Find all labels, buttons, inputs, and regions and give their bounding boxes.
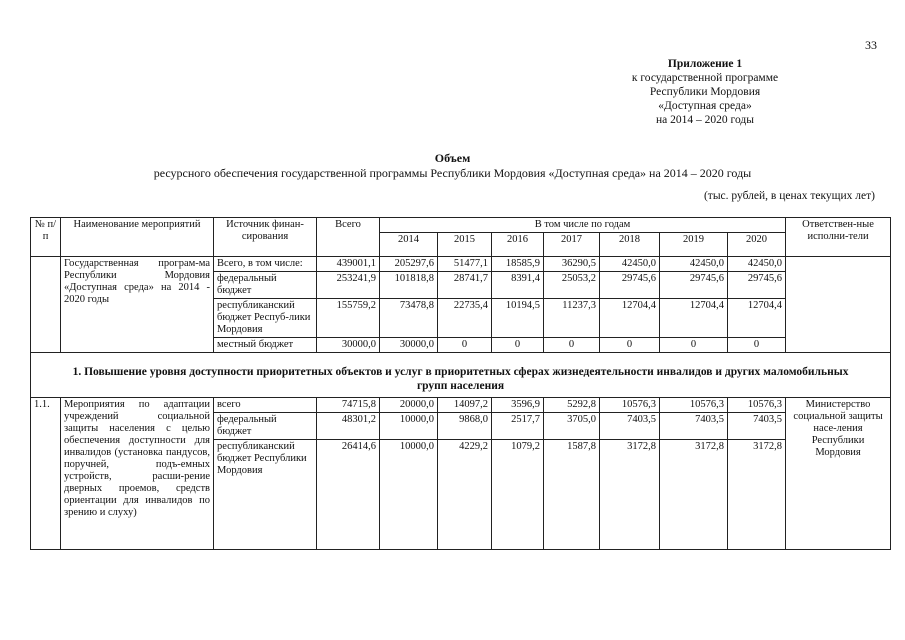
value-cell: 0 — [660, 338, 728, 353]
program-num — [31, 257, 61, 353]
program-name: Государственная програм-ма Республики Мордовия «Доступная среда» на 2014 - 2020 годы — [61, 257, 214, 353]
value-cell: 3705,0 — [544, 413, 600, 440]
header-name: Наименование мероприятий — [61, 218, 214, 257]
value-cell: 0 — [438, 338, 492, 353]
value-cell: 205297,6 — [380, 257, 438, 272]
value-cell: 12704,4 — [728, 299, 786, 338]
source-cell: республиканский бюджет Республики Мордовия — [214, 440, 317, 550]
value-cell: 42450,0 — [660, 257, 728, 272]
header-by-years: В том числе по годам — [380, 218, 786, 233]
document-title — [0, 151, 905, 181]
value-cell: 73478,8 — [380, 299, 438, 338]
source-cell: республиканский бюджет Респуб-лики Мордовия — [214, 299, 317, 338]
header-total: Всего — [317, 218, 380, 257]
title-line-2: ресурсного обеспечения государственной программы Республики Мордовия «Доступная среда» на 2014 – 2020 годы — [153, 166, 752, 180]
value-cell: 8391,4 — [492, 272, 544, 299]
table-row — [31, 398, 891, 413]
header-responsible: Ответствен-ные исполни-тели — [786, 218, 891, 257]
value-cell: 10576,3 — [660, 398, 728, 413]
value-cell: 12704,4 — [600, 299, 660, 338]
title-line-1: Объем — [434, 151, 471, 165]
total-cell: 48301,2 — [317, 413, 380, 440]
header-year: 2015 — [438, 233, 492, 257]
header-year: 2018 — [600, 233, 660, 257]
header-year: 2017 — [544, 233, 600, 257]
header-year: 2014 — [380, 233, 438, 257]
value-cell: 22735,4 — [438, 299, 492, 338]
source-cell: Всего, в том числе: — [214, 257, 317, 272]
value-cell: 3172,8 — [600, 440, 660, 550]
value-cell: 29745,6 — [600, 272, 660, 299]
resource-table — [30, 217, 891, 550]
value-cell: 51477,1 — [438, 257, 492, 272]
source-cell: всего — [214, 398, 317, 413]
total-cell: 439001,1 — [317, 257, 380, 272]
value-cell: 10576,3 — [600, 398, 660, 413]
header-row — [31, 218, 891, 233]
value-cell: 0 — [492, 338, 544, 353]
value-cell: 28741,7 — [438, 272, 492, 299]
item-num: 1.1. — [31, 398, 61, 550]
source-cell: федеральный бюджет — [214, 413, 317, 440]
value-cell: 10576,3 — [728, 398, 786, 413]
value-cell: 101818,8 — [380, 272, 438, 299]
value-cell: 7403,5 — [600, 413, 660, 440]
value-cell: 0 — [600, 338, 660, 353]
appendix-line: к государственной программе — [631, 72, 779, 84]
appendix-title: Приложение 1 — [667, 58, 743, 70]
value-cell: 5292,8 — [544, 398, 600, 413]
value-cell: 11237,3 — [544, 299, 600, 338]
value-cell: 25053,2 — [544, 272, 600, 299]
value-cell: 36290,5 — [544, 257, 600, 272]
total-cell: 155759,2 — [317, 299, 380, 338]
header-year: 2019 — [660, 233, 728, 257]
total-cell: 30000,0 — [317, 338, 380, 353]
total-cell: 253241,9 — [317, 272, 380, 299]
value-cell: 30000,0 — [380, 338, 438, 353]
value-cell: 3596,9 — [492, 398, 544, 413]
item-responsible: Министерство социальной защиты насе-ления Республики Мордовия — [786, 398, 891, 550]
value-cell: 10194,5 — [492, 299, 544, 338]
value-cell: 4229,2 — [438, 440, 492, 550]
value-cell: 1079,2 — [492, 440, 544, 550]
value-cell: 9868,0 — [438, 413, 492, 440]
appendix-line: Республики Мордовия — [649, 86, 761, 98]
appendix-line: на 2014 – 2020 годы — [656, 114, 754, 126]
program-responsible — [786, 257, 891, 353]
value-cell: 42450,0 — [600, 257, 660, 272]
units-note: (тыс. рублей, в ценах текущих лет) — [703, 190, 875, 202]
value-cell: 7403,5 — [728, 413, 786, 440]
table-row — [31, 257, 891, 272]
value-cell: 0 — [728, 338, 786, 353]
value-cell: 12704,4 — [660, 299, 728, 338]
value-cell: 3172,8 — [660, 440, 728, 550]
appendix-line: «Доступная среда» — [658, 100, 752, 112]
total-cell: 26414,6 — [317, 440, 380, 550]
source-cell: местный бюджет — [214, 338, 317, 353]
total-cell: 74715,8 — [317, 398, 380, 413]
value-cell: 18585,9 — [492, 257, 544, 272]
source-cell: федеральный бюджет — [214, 272, 317, 299]
header-year: 2020 — [728, 233, 786, 257]
header-year: 2016 — [492, 233, 544, 257]
section-row — [31, 353, 891, 398]
value-cell: 10000,0 — [380, 413, 438, 440]
value-cell: 42450,0 — [728, 257, 786, 272]
header-num: № п/п — [31, 218, 61, 257]
header-source: Источник финан-сирования — [214, 218, 317, 257]
page-number: 33 — [865, 38, 877, 52]
value-cell: 2517,7 — [492, 413, 544, 440]
item-name: Мероприятия по адаптации учреждений социальной защиты населения с целью обеспечения доступности для инвалидов (установка пандусов, поручней, подъ-емных устройств, расши-рение дверных проемов, средств ориентации для инвалидов по зрению и слуху) — [61, 398, 214, 550]
value-cell: 7403,5 — [660, 413, 728, 440]
appendix-block — [575, 57, 835, 127]
value-cell: 3172,8 — [728, 440, 786, 550]
value-cell: 29745,6 — [728, 272, 786, 299]
value-cell: 10000,0 — [380, 440, 438, 550]
value-cell: 1587,8 — [544, 440, 600, 550]
value-cell: 0 — [544, 338, 600, 353]
section-heading: 1. Повышение уровня доступности приоритетных объектов и услуг в приоритетных сферах жизнедеятельности инвалидов и других маломобильных групп населения — [31, 353, 891, 398]
value-cell: 29745,6 — [660, 272, 728, 299]
value-cell: 14097,2 — [438, 398, 492, 413]
value-cell: 20000,0 — [380, 398, 438, 413]
